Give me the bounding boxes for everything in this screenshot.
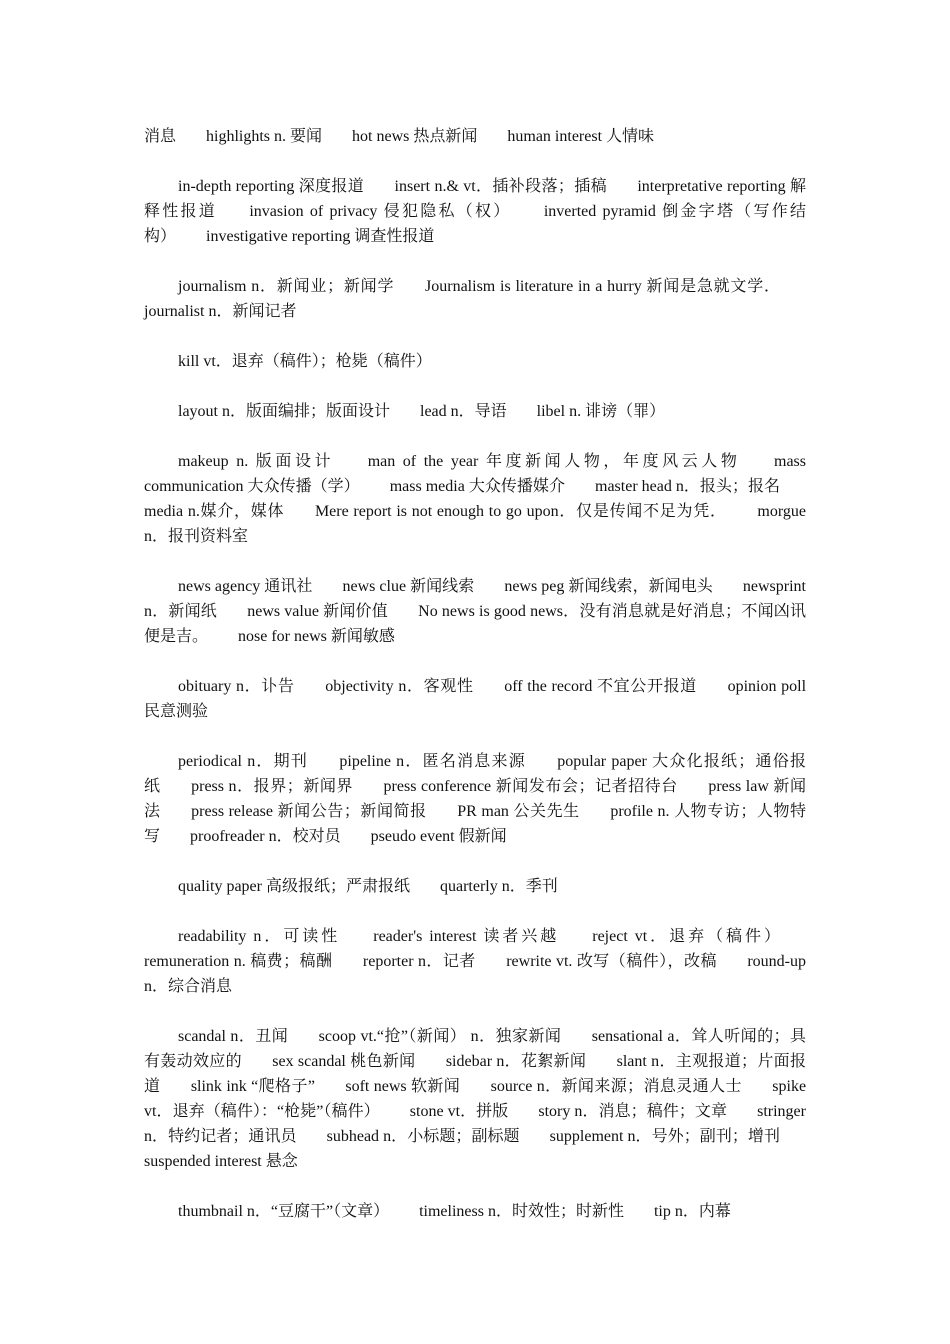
glossary-entry: insert n.& vt．插补段落；插稿: [394, 178, 607, 195]
glossary-entry: supplement n．号外；副刊；增刊: [549, 1128, 780, 1145]
glossary-entry: reject vt．退弃（稿件）: [592, 928, 781, 945]
glossary-entry: pipeline n．匿名消息来源: [339, 753, 527, 770]
glossary-paragraph-h: [144, 124, 806, 149]
glossary-entry: tip n．内幕: [653, 1203, 731, 1220]
glossary-entry: source n．新闻来源；消息灵通人士: [490, 1078, 742, 1095]
glossary-entry: proofreader n．校对员: [190, 828, 341, 845]
glossary-entry: thumbnail n．“豆腐干”（文章）: [178, 1203, 390, 1220]
glossary-body: [144, 124, 806, 1224]
glossary-entry: stone vt．拼版: [409, 1103, 509, 1120]
glossary-entry: hot news 热点新闻: [352, 128, 478, 145]
glossary-entry: press conference 新闻发布会；记者招待台: [383, 778, 678, 795]
glossary-entry: sensational a．耸人听闻的；具有轰动效应的: [144, 1028, 807, 1070]
glossary-entry: periodical n．期刊: [178, 753, 309, 770]
glossary-entry: news agency 通讯社: [178, 578, 313, 595]
glossary-entry: opinion poll 民意测验: [144, 678, 807, 720]
glossary-entry: journalist n．新闻记者: [144, 303, 297, 320]
glossary-entry: 消息: [144, 128, 177, 145]
glossary-paragraph-r: [144, 924, 806, 999]
glossary-paragraph-l: [144, 399, 806, 424]
glossary-entry: nose for news 新闻敏感: [238, 628, 395, 645]
glossary-paragraph-o: [144, 674, 806, 724]
glossary-entry: lead n．导语: [420, 403, 507, 420]
glossary-entry: profile n. 人物专访；人物特写: [144, 803, 807, 845]
glossary-entry: suspended interest 悬念: [144, 1153, 298, 1170]
glossary-entry: slink ink “爬格子”: [190, 1078, 315, 1095]
glossary-entry: sidebar n．花絮新闻: [445, 1053, 587, 1070]
glossary-paragraph-k: [144, 349, 806, 374]
glossary-paragraph-m: [144, 449, 806, 549]
glossary-paragraph-j: [144, 274, 806, 324]
glossary-entry: objectivity n．客观性: [325, 678, 474, 695]
glossary-entry: timeliness n．时效性；时新性: [419, 1203, 624, 1220]
glossary-entry: sex scandal 桃色新闻: [272, 1053, 416, 1070]
glossary-entry: Journalism is literature in a hurry 新闻是急就文学．: [425, 278, 780, 295]
glossary-paragraph-q: [144, 874, 806, 899]
glossary-entry: stringer n．特约记者；通讯员: [144, 1103, 806, 1145]
glossary-entry: scandal n．丑闻: [178, 1028, 289, 1045]
glossary-entry: media n.媒介，媒体: [144, 503, 285, 520]
glossary-entry: remuneration n. 稿费；稿酬: [144, 953, 333, 970]
glossary-entry: subhead n．小标题；副标题: [326, 1128, 520, 1145]
glossary-entry: mass media 大众传播媒介: [389, 478, 565, 495]
glossary-entry: makeup n. 版面设计: [178, 453, 335, 470]
glossary-entry: newsprint n．新闻纸: [144, 578, 806, 620]
glossary-entry: news clue 新闻线索: [342, 578, 475, 595]
glossary-entry: inverted pyramid 倒金字塔（写作结构）: [144, 203, 807, 245]
glossary-entry: story n．消息；稿件；文章: [538, 1103, 728, 1120]
glossary-paragraph-i: [144, 174, 806, 249]
glossary-entry: readability n．可读性: [178, 928, 341, 945]
glossary-entry: morgue n．报刊资料室: [144, 503, 806, 545]
glossary-entry: press law 新闻法: [144, 778, 806, 820]
glossary-entry: man of the year 年度新闻人物，年度风云人物: [367, 453, 741, 470]
glossary-entry: spike vt．退弃（稿件）：“枪毙”（稿件）: [144, 1078, 807, 1120]
glossary-entry: scoop vt.“抢”（新闻） n．独家新闻: [318, 1028, 562, 1045]
glossary-entry: journalism n．新闻业；新闻学: [178, 278, 395, 295]
glossary-entry: soft news 软新闻: [345, 1078, 461, 1095]
glossary-entry: rewrite vt. 改写（稿件），改稿: [506, 953, 717, 970]
glossary-entry: PR man 公关先生: [457, 803, 580, 820]
glossary-entry: off the record 不宜公开报道: [504, 678, 697, 695]
glossary-entry: in-depth reporting 深度报道: [178, 178, 365, 195]
glossary-entry: interpretative reporting 解释性报道: [144, 178, 807, 220]
glossary-entry: kill vt．退弃（稿件）；枪毙（稿件）: [178, 353, 432, 370]
glossary-entry: invasion of privacy 侵犯隐私（权）: [249, 203, 512, 220]
glossary-entry: quality paper 高级报纸；严肃报纸: [178, 878, 410, 895]
glossary-entry: news peg 新闻线索，新闻电头: [504, 578, 713, 595]
glossary-entry: pseudo event 假新闻: [370, 828, 507, 845]
glossary-entry: highlights n. 要闻: [206, 128, 323, 145]
glossary-entry: mass communication 大众传播（学）: [144, 453, 806, 495]
glossary-entry: human interest 人情味: [507, 128, 655, 145]
glossary-entry: slant n．主观报道；片面报道: [144, 1053, 807, 1095]
glossary-entry: No news is good news．没有消息就是好消息；不闻凶讯便是吉。: [144, 603, 806, 645]
glossary-paragraph-p: [144, 749, 806, 849]
glossary-paragraph-t: [144, 1199, 806, 1224]
glossary-entry: news value 新闻价值: [247, 603, 388, 620]
glossary-entry: quarterly n．季刊: [439, 878, 558, 895]
glossary-entry: popular paper 大众化报纸；通俗报纸: [144, 753, 806, 795]
glossary-entry: Mere report is not enough to go upon．仅是传闻不足为凭．: [314, 503, 727, 520]
glossary-entry: investigative reporting 调查性报道: [206, 228, 435, 245]
glossary-entry: master head n．报头；报名: [595, 478, 781, 495]
glossary-entry: round-up n．综合消息: [144, 953, 806, 995]
glossary-entry: reporter n．记者: [362, 953, 476, 970]
glossary-paragraph-s: [144, 1024, 806, 1174]
glossary-entry: libel n. 诽谤（罪）: [536, 403, 666, 420]
glossary-entry: press release 新闻公告；新闻简报: [191, 803, 427, 820]
glossary-paragraph-n: [144, 574, 806, 649]
glossary-entry: reader's interest 读者兴越: [373, 928, 560, 945]
glossary-entry: press n．报界；新闻界: [191, 778, 353, 795]
glossary-entry: layout n．版面编排；版面设计: [178, 403, 390, 420]
glossary-entry: obituary n．讣告: [178, 678, 295, 695]
